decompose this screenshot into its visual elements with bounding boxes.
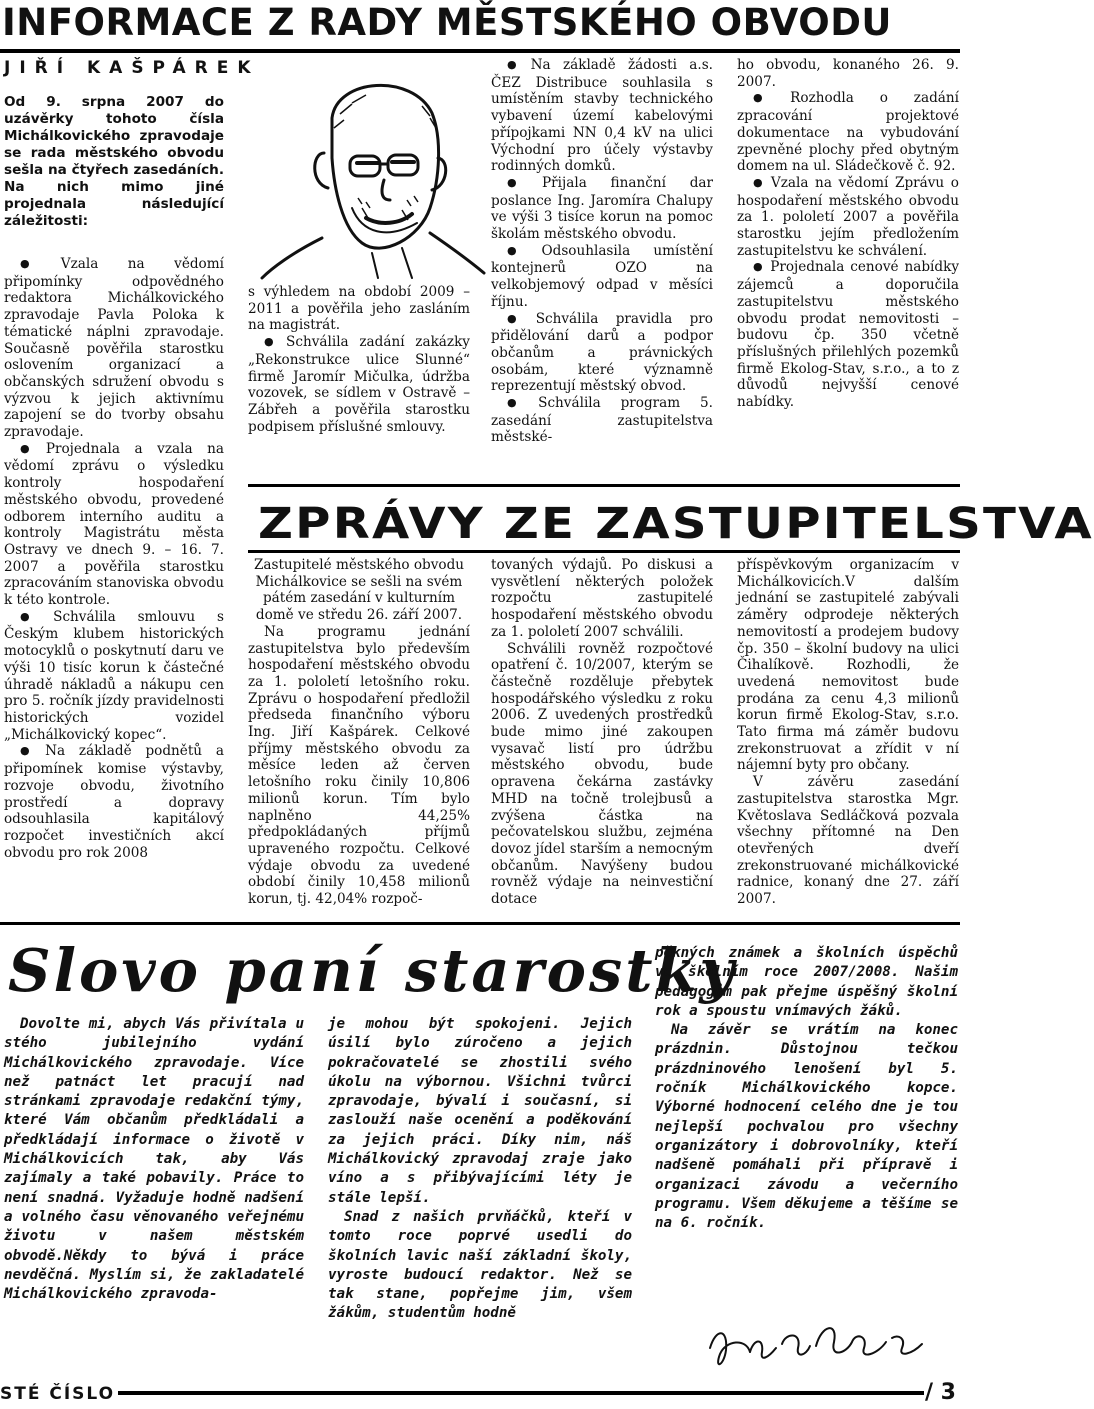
zastupitelstvo-paragraph: Na programu jednání zastupitelstva bylo především hospodaření městského obvodu za 1. pololetí letošního roku. Zprávu o hospodaření předložil předseda finančního výboru Ing. Jiří Kašpárek. Celkové příjmy městského obvodu za měsíce leden až červen letošního roku činily 10,806 milionů korun. Tím bylo naplněno 44,25% předpokládaných příjmů upraveného rozpočtu. Celkové výdaje obvodu za uvedené období činily 10,458 milionů korun, tj. 42,04% rozpoč- xyxy=(248,623,470,908)
portrait-drawing xyxy=(262,58,484,278)
signature xyxy=(706,1308,926,1378)
section-rule xyxy=(248,550,960,553)
footer-rule xyxy=(118,1391,924,1395)
section-title: ZPRÁVY ZE ZASTUPITELSTVA xyxy=(258,499,1094,549)
rada-item: ● Projednala cenové nabídky zájemců a doporučila zastupitelstvu městského obvodu prodat nemovitosti – budovu čp. 350 včetně příslušných přilehlých pozemků firmě Ekolog-Stav, s.r.o., a to z důvodů nejvyšší cenové nabídky. xyxy=(737,259,959,410)
rada-item: ● Schválila program 5. zasedání zastupitelstva městské- xyxy=(491,395,713,446)
slovo-column-1 xyxy=(4,1015,304,1304)
zastupitelstvo-paragraph: příspěvkovým organizacím v Michálkovicích.V dalším jednání se zastupitelé zabývali záměry odprodeje některých nemovitostí a prodejem budovy čp. 350 – školní budovy na ulici Čihalíkově. Rozhodli, že uvedená nemovitost bude prodána za cenu 4,3 milionů korun firmě Ekolog-Stav, s.r.o. Tato firma má záměr budovu zrekonstruovat a zřídit v ní nájemní byty pro občany. xyxy=(737,557,959,774)
section-rule xyxy=(0,922,960,925)
rada-text: ho obvodu, konaného 26. 9. 2007. xyxy=(737,57,959,90)
rada-item: ● Na základě žádosti a.s. ČEZ Distribuce souhlasila s umístěním stavby technického vybavení území kabelovými přípojkami NN 0,4 kV na ulici Východní pro účely výstavby rodinných domků. xyxy=(491,57,713,175)
slovo-paragraph: Na závěr se vrátím na konec prázdnin. Důstojnou tečkou prázdninového lenošení byl 5. ročník Michálkovického kopce. Výborné hodnocení celého dne je tou nejlepší pochvalou pro všechny organizátory i dobrovolníky, kteří nadšeně pomáhali při přípravě i organizaci závodu a večerního programu. Všem děkujeme a těšíme se na 6. ročník. xyxy=(655,1022,958,1232)
slovo-column-2 xyxy=(328,1015,632,1324)
issue-label: STÉ ČÍSLO xyxy=(0,1384,116,1404)
rada-item: ● Přijala finanční dar poslance Ing. Jaromíra Chalupy ve výši 3 tisíce korun na pomoc školám městského obvodu. xyxy=(491,175,713,243)
rada-item: ● Projednala a vzala na vědomí zprávu o výsledku kontroly hospodaření městského obvodu, provedené odborem interního auditu a kontroly Magistrátu města Ostravy ve dnech 9. – 16. 7. 2007 a pověřila starostku zpracováním stanoviska obvodu k této kontrole. xyxy=(4,441,224,609)
slovo-column-3 xyxy=(655,944,958,1233)
rada-column-2 xyxy=(248,284,470,435)
slovo-paragraph: je mohou být spokojeni. Jejich úsilí bylo zúročeno a jejich pokračovatelé se zhostili svého úkolu na výbornou. Všichni tvůrci zpravodaje, bývalí i současní, si zaslouží naše ocenění a poděkování za jejich práci. Díky nim, náš Michálkovický zpravodaj zraje jako víno a s přibývajícími léty je stále lepší. xyxy=(328,1016,632,1206)
rada-column-1 xyxy=(4,94,224,861)
zastupitelstvo-column-2 xyxy=(491,557,713,908)
rada-column-4 xyxy=(737,57,959,411)
slovo-paragraph: Dovolte mi, abych Vás přivítala u stého jubilejního vydání Michálkovického zpravodaje. Více než patnáct let pracují nad stránkami zpravodaje redakční týmy, které Vám občanům předkládali a předkládají informace o životě v Michálkovicích tak, aby Vás zajímaly a také pobavily. Práce to není snadná. Vyžaduje hodně nadšení a volného času věnovaného veřejnému životu v našem městském obvodě.Někdy to bývá i práce nevděčná. Myslím si, že zakladatelé Michálkovického zpravoda- xyxy=(4,1016,304,1303)
slovo-paragraph: Snad z našich prvňáčků, kteří v tomto roce poprvé usedli do školních lavic naší základní školy, vyroste budoucí redaktor. Než se tak stane, popřejme jim, všem žákům, studentům hodně xyxy=(328,1208,632,1322)
rada-item: ● Odsouhlasila umístění kontejnerů OZO na velkobjemový odpad v měsíci říjnu. xyxy=(491,243,713,311)
zastupitelstvo-column-3 xyxy=(737,557,959,908)
section-rule xyxy=(248,484,960,487)
rada-column-3 xyxy=(491,57,713,446)
page-title: INFORMACE Z RADY MĚSTSKÉHO OBVODU xyxy=(2,1,892,44)
zastupitelstvo-paragraph: V závěru zasedání zastupitelstva starostka Mgr. Květoslava Sedláčková pozvala všechny přítomné na Den otevřených dveří zrekonstruované michálkovické radnice, konaný dne 27. září 2007. xyxy=(737,774,959,908)
zastupitelstvo-paragraph: tovaných výdajů. Po diskusi a vysvětlení některých položek rozpočtu zastupitelé hospodaření městského obvodu za 1. pololetí 2007 schválili. xyxy=(491,557,713,640)
author-name: JIŘÍ KAŠPÁREK xyxy=(4,58,260,78)
rada-item: ● Vzala na vědomí připomínky odpovědného redaktora Michálkovického zpravodaje Pavla Poloka k tématické náplni zpravodaje. Současně pověřila starostku oslovením organizací a občanských sdružení obvodu s výzvou k jejich aktivnímu zapojení se do tvorby obsahu zpravodaje. xyxy=(4,256,224,441)
rada-item: ● Schválila zadání zakázky „Rekonstrukce ulice Slunné“ firmě Jaromír Mičulka, údržba vozovek, se sídlem v Ostravě – Zábřeh a pověřila starostku podpisem příslušné smlouvy. xyxy=(248,334,470,435)
rada-item: ● Schválila smlouvu s Českým klubem historických motocyklů o poskytnutí daru ve výši 10 tisíc korun k částečné úhradě nákladů a nákupu cen pro 5. ročník jízdy pravidelnosti historických vozidel „Michálkovický kopec“. xyxy=(4,609,224,744)
rada-item: ● Na základě podnětů a připomínek komise výstavby, rozvoje obvodu, životního prostředí a dopravy odsouhlasila kapitálový rozpočet investičních akcí obvodu pro rok 2008 xyxy=(4,743,224,861)
rada-item: ● Vzala na vědomí Zprávu o hospodaření městského obvodu za 1. pololetí 2007 a pověřila starostku jejím předložením zastupitelstvu ke schválení. xyxy=(737,175,959,260)
page-number: / 3 xyxy=(924,1380,956,1405)
zastupitelstvo-paragraph: Schválili rovněž rozpočtové opatření č. 10/2007, kterým se částečně rozděluje přebytek hospodářského výsledku z roku 2006. Z uvedených prostředků bude mimo jiné zakoupen vysavač listí pro údržbu městského obvodu, bude opravena čekárna zastávky MHD na točně trolejbusů a zvýšena částka na pečovatelskou službu, zejména dovoz jídel starším a nemocným občanům. Navýšeny budou rovněž výdaje na neinvestiční dotace xyxy=(491,640,713,908)
rada-lead: Od 9. srpna 2007 do uzávěrky tohoto čísla Michálkovického zpravodaje se rada městského obvodu sešla na čtyřech zasedáních. Na nich mimo jiné projednala následující záležitosti: xyxy=(4,94,224,229)
title-rule xyxy=(0,49,960,53)
section-title: Slovo paní starostky xyxy=(8,936,737,1005)
spacer xyxy=(4,230,224,256)
slovo-paragraph: pěkných známek a školních úspěchů ve školním roce 2007/2008. Našim pedagogům pak přejme úspěšný školní rok a spoustu vnímavých žáků. xyxy=(655,945,958,1019)
zastupitelstvo-column-1 xyxy=(248,557,470,908)
zastupitelstvo-paragraph: Zastupitelé městského obvodu Michálkovice se sešli na svém pátém zasedání v kulturním domě ve středu 26. září 2007. xyxy=(253,557,465,624)
rada-item: ● Schválila pravidla pro přidělování darů a podpor občanům a právnických osobám, které významně reprezentují městský obvod. xyxy=(491,311,713,396)
rada-item: ● Rozhodla o zadání zpracování projektové dokumentace na vybudování zpevněné plochy před obytným domem na ul. Sládečkově č. 92. xyxy=(737,90,959,175)
rada-text: s výhledem na období 2009 – 2011 a pověřila jeho zasláním na magistrát. xyxy=(248,284,470,334)
